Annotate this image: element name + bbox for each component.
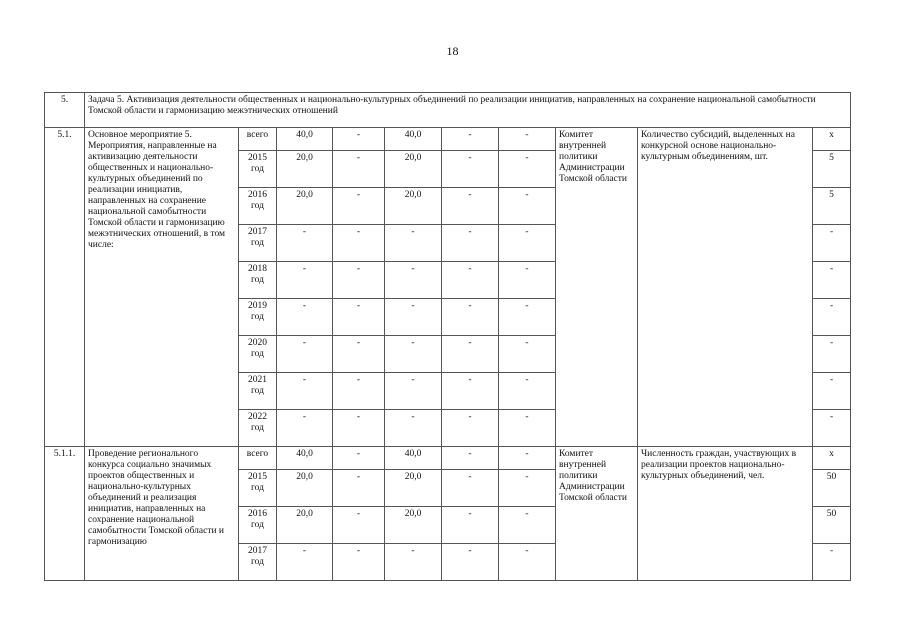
indicator-value: -	[813, 225, 851, 262]
value-federal: -	[333, 299, 385, 336]
value-local: -	[442, 262, 499, 299]
value-federal: -	[333, 373, 385, 410]
value-federal: -	[333, 336, 385, 373]
indicator-value: x	[813, 447, 851, 470]
indicator-value: -	[813, 373, 851, 410]
value-total: 40,0	[277, 447, 333, 470]
period-cell: 2020 год	[239, 336, 277, 373]
value-other: -	[499, 470, 556, 507]
value-federal: -	[333, 128, 385, 151]
value-other: -	[499, 447, 556, 470]
period-cell: 2017 год	[239, 544, 277, 581]
value-total: -	[277, 373, 333, 410]
value-local: -	[442, 447, 499, 470]
value-other: -	[499, 128, 556, 151]
task-row	[45, 93, 851, 128]
value-total: -	[277, 410, 333, 447]
value-local: -	[442, 128, 499, 151]
item-number: 5.1.1.	[45, 447, 85, 581]
value-local: -	[442, 336, 499, 373]
value-regional: -	[385, 373, 442, 410]
value-regional: -	[385, 299, 442, 336]
indicator-value: -	[813, 262, 851, 299]
period-cell: 2018 год	[239, 262, 277, 299]
indicator-value: -	[813, 410, 851, 447]
indicator-value: x	[813, 128, 851, 151]
value-federal: -	[333, 225, 385, 262]
item-number: 5.1.	[45, 128, 85, 447]
value-federal: -	[333, 410, 385, 447]
value-other: -	[499, 507, 556, 544]
period-cell: 2017 год	[239, 225, 277, 262]
indicator-value: 50	[813, 470, 851, 507]
value-other: -	[499, 188, 556, 225]
indicator-value: 50	[813, 507, 851, 544]
task-number: 5.	[45, 93, 85, 128]
value-regional: 40,0	[385, 447, 442, 470]
value-local: -	[442, 373, 499, 410]
value-local: -	[442, 299, 499, 336]
indicator-value: -	[813, 336, 851, 373]
value-regional: -	[385, 336, 442, 373]
period-cell: 2019 год	[239, 299, 277, 336]
value-regional: 20,0	[385, 188, 442, 225]
value-local: -	[442, 507, 499, 544]
value-other: -	[499, 410, 556, 447]
value-local: -	[442, 470, 499, 507]
value-regional: 40,0	[385, 128, 442, 151]
value-other: -	[499, 262, 556, 299]
period-cell: всего	[239, 128, 277, 151]
value-federal: -	[333, 470, 385, 507]
period-cell: всего	[239, 447, 277, 470]
value-regional: 20,0	[385, 151, 442, 188]
indicator-name: Количество субсидий, выделенных на конкурсной основе национально-культурным объединениям, шт.	[638, 128, 813, 447]
period-cell: 2015 год	[239, 470, 277, 507]
value-other: -	[499, 151, 556, 188]
value-regional: -	[385, 544, 442, 581]
value-local: -	[442, 151, 499, 188]
value-total: 20,0	[277, 507, 333, 544]
value-federal: -	[333, 447, 385, 470]
period-cell: 2016 год	[239, 507, 277, 544]
value-total: -	[277, 299, 333, 336]
value-total: -	[277, 225, 333, 262]
value-local: -	[442, 544, 499, 581]
value-local: -	[442, 225, 499, 262]
value-federal: -	[333, 188, 385, 225]
program-table	[44, 92, 851, 581]
value-federal: -	[333, 262, 385, 299]
executor: Комитет внутренней политики Администрации Томской области	[556, 128, 638, 447]
value-federal: -	[333, 507, 385, 544]
value-total: -	[277, 336, 333, 373]
executor: Комитет внутренней политики Администрации Томской области	[556, 447, 638, 581]
table-row	[45, 128, 851, 151]
value-regional: -	[385, 262, 442, 299]
value-total: 40,0	[277, 128, 333, 151]
value-other: -	[499, 544, 556, 581]
value-local: -	[442, 188, 499, 225]
value-other: -	[499, 299, 556, 336]
value-regional: -	[385, 410, 442, 447]
value-total: -	[277, 262, 333, 299]
period-cell: 2016 год	[239, 188, 277, 225]
indicator-value: 5	[813, 151, 851, 188]
value-other: -	[499, 336, 556, 373]
period-cell: 2015 год	[239, 151, 277, 188]
period-cell: 2021 год	[239, 373, 277, 410]
value-federal: -	[333, 544, 385, 581]
value-regional: 20,0	[385, 470, 442, 507]
value-federal: -	[333, 151, 385, 188]
value-other: -	[499, 225, 556, 262]
page-number: 18	[446, 44, 459, 58]
value-total: 20,0	[277, 188, 333, 225]
task-title: Задача 5. Активизация деятельности общественных и национально-культурных объединений по реализации инициатив, направленных на сохранение национальной самобытности Томской области и гармонизацию межэтнических отношений	[85, 93, 851, 128]
value-regional: 20,0	[385, 507, 442, 544]
indicator-value: 5	[813, 188, 851, 225]
value-local: -	[442, 410, 499, 447]
item-name: Основное мероприятие 5. Мероприятия, направленные на активизацию деятельности общественных и национально-культурных объединений по реализации инициатив, направленных на сохранение национальной самобытности Томской области и гармонизацию межэтнических отношений, в том числе:	[85, 128, 239, 447]
indicator-name: Численность граждан, участвующих в реализации проектов национально-культурных объединений, чел.	[638, 447, 813, 581]
value-total: -	[277, 544, 333, 581]
value-other: -	[499, 373, 556, 410]
item-name: Проведение регионального конкурса социально значимых проектов общественных и национально-культурных объединений и реализация инициатив, направленных на сохранение национальной самобытности Томской области и гармонизацию	[85, 447, 239, 581]
indicator-value: -	[813, 544, 851, 581]
value-total: 20,0	[277, 151, 333, 188]
table-row	[45, 447, 851, 470]
period-cell: 2022 год	[239, 410, 277, 447]
indicator-value: -	[813, 299, 851, 336]
value-regional: -	[385, 225, 442, 262]
value-total: 20,0	[277, 470, 333, 507]
